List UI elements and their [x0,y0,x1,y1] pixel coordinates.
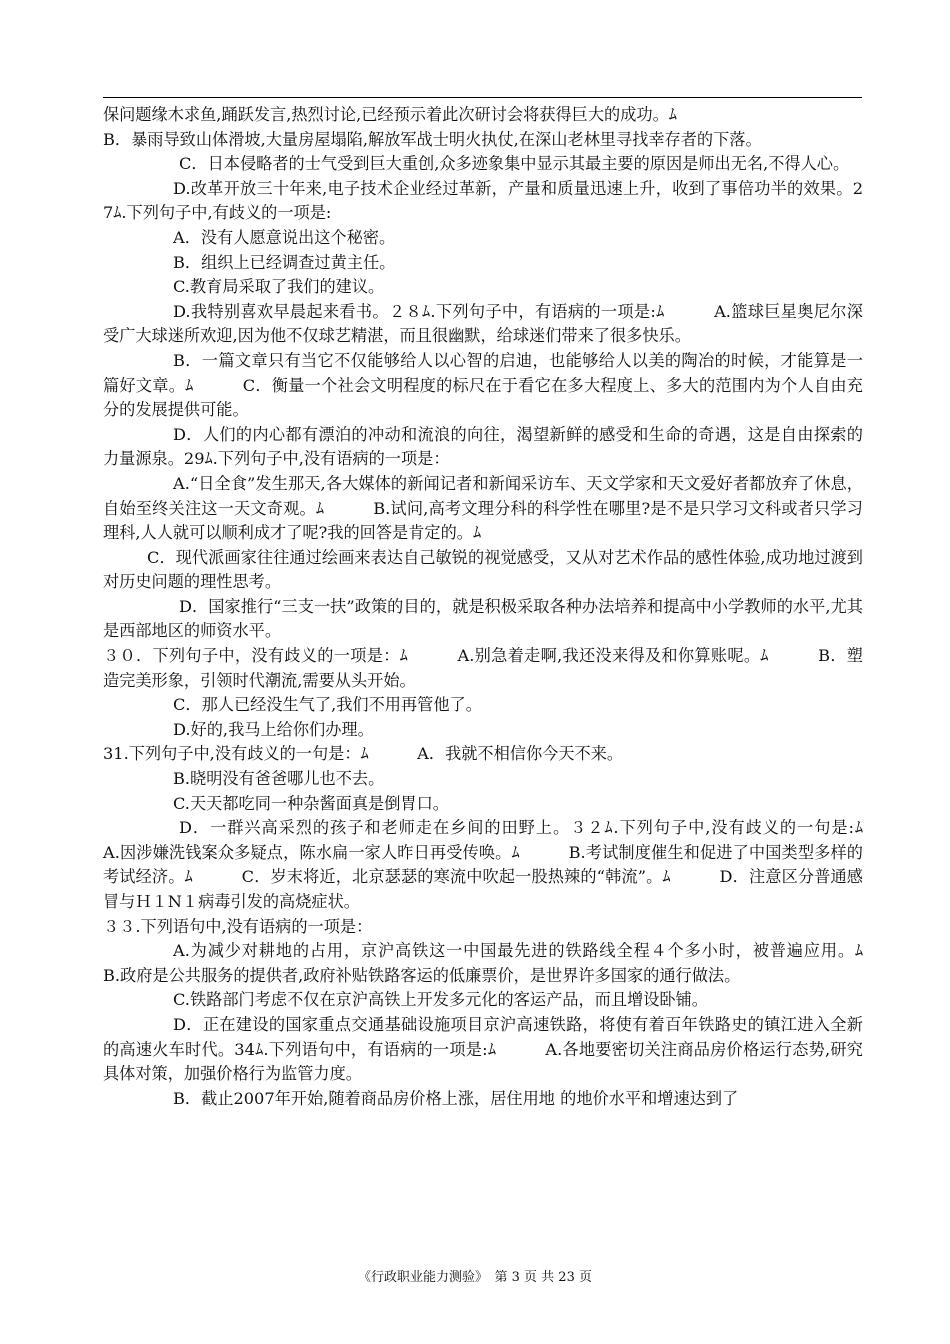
option-d: D.我特别喜欢早晨起来看书。２８ﾑ.下列句子中，有语病的一项是:ﾑ A.篮球巨星奥尼尔深受广大球迷所欢迎,因为他不仅球艺精湛，而且很幽默，给球迷们带来了很多快乐。 [103,301,863,346]
option-b: B．一篇文章只有当它不仅能够给人以心智的启迪，也能够给人以美的陶冶的时候，才能算是一篇好文章。ﾑ C．衡量一个社会文明程度的标尺在于看它在多大程度上、多大的范围内为个人自由充分的发展提供可能。 [103,350,863,420]
option-d: D．人们的内心都有漂泊的冲动和流浪的向往，渴望新鲜的感受和生命的奇遇，这是自由探索的力量源泉。29ﾑ.下列句子中,没有语病的一项是： [103,424,863,469]
option-c: C．现代派画家往往通过绘画来表达自己敏锐的视觉感受，又从对艺术作品的感性体验,成功地过渡到对历史问题的理性思考。 [103,547,863,592]
text-line: 保问题缘木求鱼,踊跃发言,热烈讨论,已经预示着此次研讨会将获得巨大的成功。ﾑ [103,105,677,124]
option-b: B.晓明没有爸爸哪儿也不去。 [173,769,385,789]
option-d: D．一群兴高采烈的孩子和老师走在乡间的田野上。３２ﾑ.下列句子中,没有歧义的一句是:ﾑ A.因涉嫌洗钱案众多疑点，陈水扁一家人昨日再受传唤。ﾑ B.考试制度催生和促进了中国类型多样的考试经济。ﾑ C．岁末将近，北京瑟瑟的寒流中吹起一股热辣的“韩流”。ﾑ D．注意区分普通感冒与Ｈ１N１病毒引发的高烧症状。 [103,818,912,911]
option-b: B．截止2007年开始,随着商品房价格上涨，居住用地 的地价水平和增速达到了 [173,1088,739,1108]
option-c: C．日本侵略者的士气受到巨大重创,众多迹象集中显示其最主要的原因是师出无名,不得人心。 [179,154,850,174]
option-d: D．正在建设的国家重点交通基础设施项目京沪高速铁路，将使有着百年铁路史的镇江进入全新的高速火车时代。34ﾑ.下列语句中，有语病的一项是:ﾑ A.各地要密切关注商品房价格运行态势,研究具体对策，加强价格行为监管力度。 [103,1014,863,1084]
option-c: C.天天都吃同一种杂酱面真是倒胃口。 [173,793,449,813]
option-d: D.改革开放三十年来,电子技术企业经过革新，产量和质量迅速上升，收到了事倍功半的效果。27ﾑ.下列句子中,有歧义的一项是: [103,178,863,223]
page-body [103,103,912,1111]
page-footer: 《行政职业能力测验》 第 3 页 共 23 页 [358,1270,592,1285]
question-30: ３０．下列句子中，没有歧义的一项是：ﾑ A.别急着走啊,我还没来得及和你算账呢。ﾑ B．塑造完美形象，引领时代潮流,需要从头开始。 [103,646,863,690]
option-d: D.好的,我马上给你们办理。 [173,719,374,739]
option-a: A．没有人愿意说出这个秘密。 [173,227,396,247]
option-d: D．国家推行“三支一扶”政策的目的，就是积极采取各种办法培养和提高中小学教师的水平,尤其是西部地区的师资水平。 [103,596,863,641]
option-b: B．暴雨导致山体滑坡,大量房屋塌陷,解放军战士明火执仗,在深山老林里寻找幸存者的下落。 [103,129,762,149]
option-a: A.为减少对耕地的占用，京沪高铁这一中国最先进的铁路线全程４个多小时，被普遍应用。ﾑ B.政府是公共服务的提供者,政府补贴铁路客运的低廉票价，是世界许多国家的通行做法。 [103,941,912,985]
option-b: B．组织上已经调查过黄主任。 [173,252,396,272]
option-c: C.教育局采取了我们的建议。 [173,277,385,297]
header-rule [103,97,862,98]
option-c: C.铁路部门考虑不仅在京沪高铁上开发多元化的客运产品，而且增设卧铺。 [173,990,708,1010]
question-33: ３３.下列语句中,没有语病的一项是： [103,916,373,936]
question-31: 31.下列句子中,没有歧义的一句是：ﾑ A．我就不相信你今天不来。 [103,744,624,764]
option-c: C．那人已经没生气了,我们不用再管他了。 [173,695,482,715]
option-a: A.“日全食”发生那天,各大媒体的新闻记者和新闻采访车、天文学家和天文爱好者都放弃了休息，自始至终关注这一天文奇观。ﾑ B.试问,高考文理分科的科学性在哪里?是不是只学习文科或者只学习理科,人人就可以顺利成才了呢?我的回答是肯定的。ﾑ [103,473,863,543]
